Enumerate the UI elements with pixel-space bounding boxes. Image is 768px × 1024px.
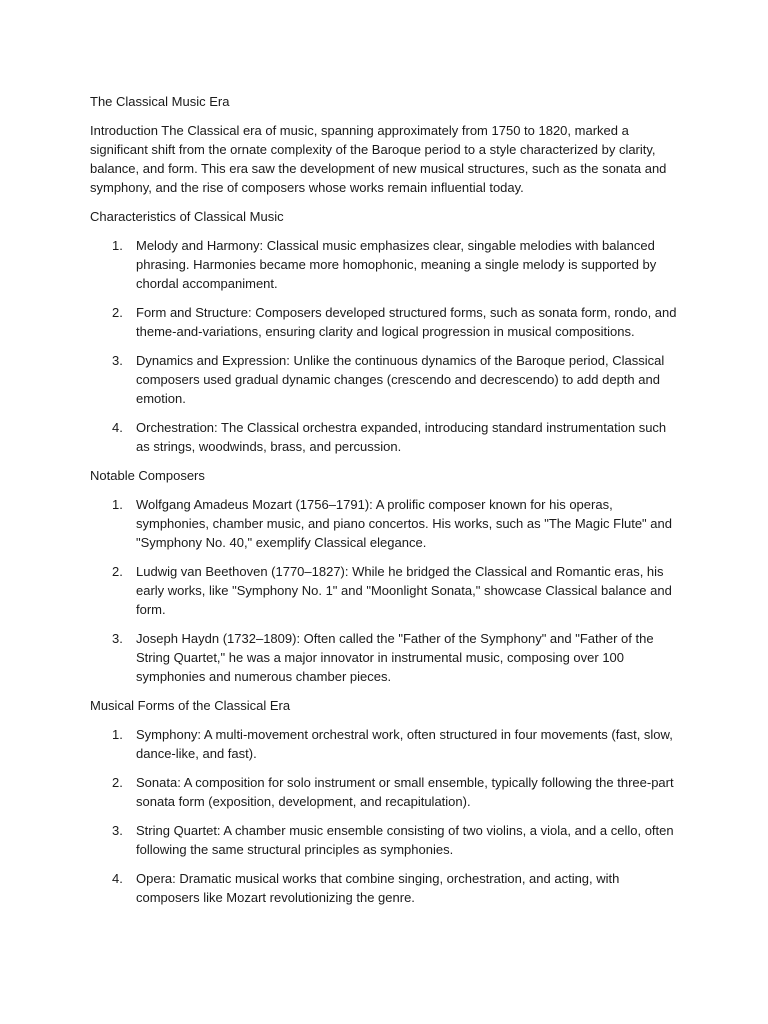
list-item — [90, 351, 680, 408]
list-item — [90, 495, 680, 552]
list-number: 4. — [112, 420, 123, 435]
forms-list — [90, 725, 680, 907]
list-number: 3. — [112, 353, 123, 368]
section-heading-forms: Musical Forms of the Classical Era — [90, 698, 291, 713]
list-item-text: Symphony: A multi-movement orchestral work, often structured in four movements (fast, slow, dance-like, and fast). — [136, 727, 673, 761]
list-item — [90, 725, 680, 763]
list-item-text: Opera: Dramatic musical works that combine singing, orchestration, and acting, with composers like Mozart revolutionizing the genre. — [136, 871, 620, 905]
list-number: 3. — [112, 823, 123, 838]
composers-list — [90, 495, 680, 686]
list-item-text: Orchestration: The Classical orchestra expanded, introducing standard instrumentation such as strings, woodwinds, brass, and percussion. — [136, 420, 667, 454]
list-number: 1. — [112, 238, 123, 253]
list-item — [90, 236, 680, 293]
intro-paragraph: Introduction The Classical era of music, spanning approximately from 1750 to 1820, marked a significant shift from the ornate complexity of the Baroque period to a style characterized by clarity, balance, and form. This era saw the development of new musical structures, such as the sonata and symphony, and the rise of composers whose works remain influential today. — [90, 123, 667, 195]
list-item-text: Melody and Harmony: Classical music emphasizes clear, singable melodies with balanced phrasing. Harmonies became more homophonic, meaning a single melody is supported by chordal accompaniment. — [136, 238, 657, 291]
list-number: 1. — [112, 497, 123, 512]
characteristics-list — [90, 236, 680, 456]
list-item — [90, 303, 680, 341]
section-heading-characteristics: Characteristics of Classical Music — [90, 209, 284, 224]
list-item — [90, 869, 680, 907]
list-item-text: Sonata: A composition for solo instrument or small ensemble, typically following the three-part sonata form (exposition, development, and recapitulation). — [136, 775, 674, 809]
section-heading-composers: Notable Composers — [90, 468, 205, 483]
list-number: 2. — [112, 564, 123, 579]
list-item-text: Dynamics and Expression: Unlike the continuous dynamics of the Baroque period, Classical composers used gradual dynamic changes (crescendo and decrescendo) to add depth and emotion. — [136, 353, 665, 406]
list-number: 4. — [112, 871, 123, 886]
list-number: 1. — [112, 727, 123, 742]
list-item-text: Joseph Haydn (1732–1809): Often called the "Father of the Symphony" and "Father of the String Quartet," he was a major innovator in instrumental music, composing over 100 symphonies and numerous chamber pieces. — [136, 631, 654, 684]
list-item-text: Form and Structure: Composers developed structured forms, such as sonata form, rondo, and theme-and-variations, ensuring clarity and logical progression in musical compositions. — [136, 305, 677, 339]
list-number: 3. — [112, 631, 123, 646]
list-item — [90, 562, 680, 619]
list-item — [90, 773, 680, 811]
list-number: 2. — [112, 305, 123, 320]
list-item — [90, 418, 680, 456]
document-page — [90, 92, 680, 917]
list-item — [90, 821, 680, 859]
list-item — [90, 629, 680, 686]
list-item-text: Ludwig van Beethoven (1770–1827): While he bridged the Classical and Romantic eras, his early works, like "Symphony No. 1" and "Moonlight Sonata," showcase Classical balance and form. — [136, 564, 672, 617]
list-item-text: String Quartet: A chamber music ensemble consisting of two violins, a viola, and a cello, often following the same structural principles as symphonies. — [136, 823, 674, 857]
list-number: 2. — [112, 775, 123, 790]
document-title: The Classical Music Era — [90, 94, 230, 109]
list-item-text: Wolfgang Amadeus Mozart (1756–1791): A prolific composer known for his operas, symphonies, chamber music, and piano concertos. His works, such as "The Magic Flute" and "Symphony No. 40," exemplify Classical elegance. — [136, 497, 672, 550]
